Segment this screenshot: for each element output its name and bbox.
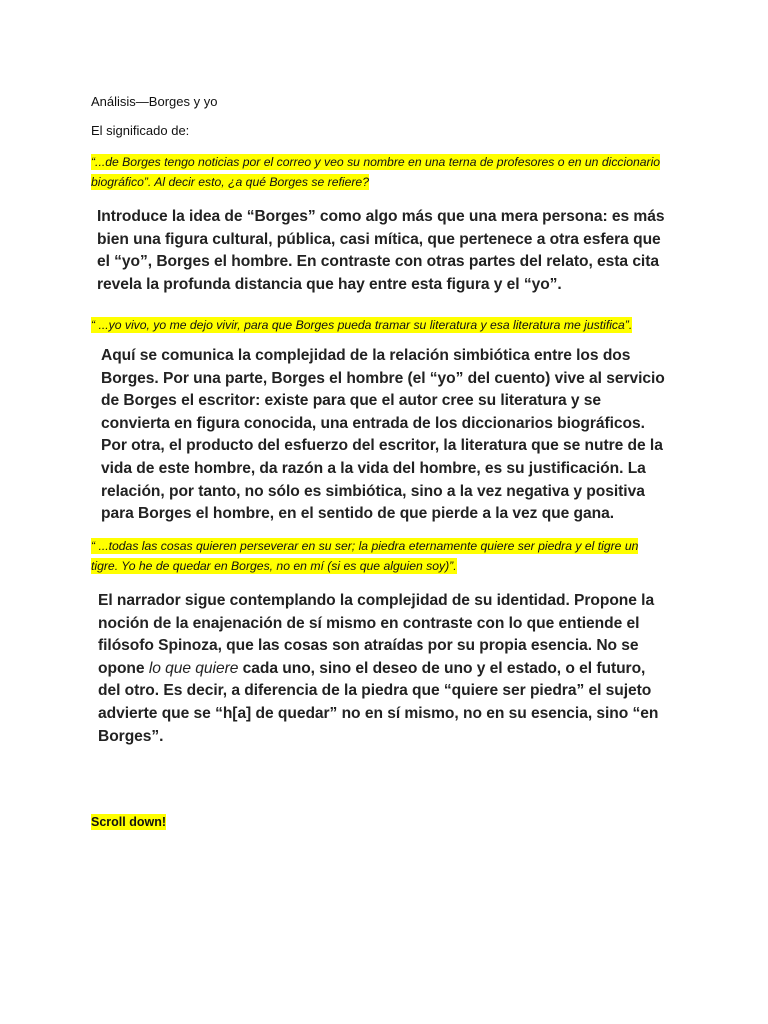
answer-line: Aquí se comunica la complejidad de la relación simbiótica entre los dos	[101, 347, 631, 364]
answer-line: de Borges el escritor: existe para que el autor cree su literatura y se	[101, 392, 601, 410]
answer-line: Introduce la idea de “Borges” como algo más que una mera persona: es más	[97, 208, 665, 225]
scroll-down-label: Scroll down!	[91, 815, 166, 829]
quote-line: “...de Borges tengo noticias por el correo y veo su nombre en una terna de profesores o en un diccionario	[91, 155, 661, 169]
answer-line: noción de la enajenación de sí mismo en contraste con lo que entiende el	[98, 614, 640, 632]
answer-paragraph-1	[97, 206, 664, 296]
answer-paragraph-2	[101, 345, 665, 526]
answer-line: para Borges el hombre, en el sentido de que pierde a la vez que gana.	[101, 505, 615, 523]
quote-line: biográfico”. Al decir esto, ¿a qué Borges se refiere?	[91, 175, 369, 189]
quote-line: “ ...yo vivo, yo me dejo vivir, para que Borges pueda tramar su literatura y esa literatura me justifica”.	[91, 318, 633, 332]
answer-line: filósofo Spinoza, que las cosas son atraídas por su propia esencia. No se	[98, 637, 639, 655]
highlighted-quote-2	[91, 315, 681, 335]
quote-line: “ ...todas las cosas quieren perseverar en su ser; la piedra eternamente quiere ser piedra y el tigre un	[91, 539, 639, 553]
answer-paragraph-3	[98, 590, 658, 748]
answer-line: Borges”.	[98, 727, 164, 745]
answer-line: el “yo”, Borges el hombre. En contraste con otras partes del relato, esta cita	[97, 253, 659, 271]
quote-line: tigre. Yo he de quedar en Borges, no en mí (si es que alguien soy)”.	[91, 559, 457, 573]
answer-line: Borges. Por una parte, Borges el hombre (el “yo” del cuento) vive al servicio	[101, 369, 665, 387]
document-title: Análisis—Borges y yo	[91, 94, 218, 109]
document-subtitle: El significado de:	[91, 123, 190, 138]
answer-line: Por otra, el producto del esfuerzo del escritor, la literatura que se nutre de la	[101, 437, 663, 455]
answer-line: vida de este hombre, da razón a la vida del hombre, es su justificación. La	[101, 459, 646, 477]
answer-line: del otro. Es decir, a diferencia de la piedra que “quiere ser piedra” el sujeto	[98, 682, 652, 700]
answer-line: relación, por tanto, no sólo es simbiótica, sino a la vez negativa y positiva	[101, 482, 645, 500]
answer-line: convierta en figura conocida, una entrada de los diccionarios biográficos.	[101, 414, 645, 432]
answer-line answer-line-italic: opone lo que quiere cada uno, sino el deseo de uno y el estado, o el futuro,	[98, 659, 646, 677]
answer-line: revela la profunda distancia que hay entre esta figura y el “yo”.	[97, 275, 562, 293]
scroll-down-note	[91, 815, 166, 829]
answer-line: El narrador sigue contemplando la complejidad de su identidad. Propone la	[98, 592, 655, 609]
answer-line: advierte que se “h[a] de quedar” no en sí mismo, no en su esencia, sino “en	[98, 704, 659, 722]
emphasized-phrase: lo que quiere	[148, 659, 239, 677]
highlighted-quote-3	[91, 536, 681, 576]
answer-line: bien una figura cultural, pública, casi mítica, que pertenece a otra esfera que	[97, 230, 661, 248]
highlighted-quote-1	[91, 152, 681, 192]
